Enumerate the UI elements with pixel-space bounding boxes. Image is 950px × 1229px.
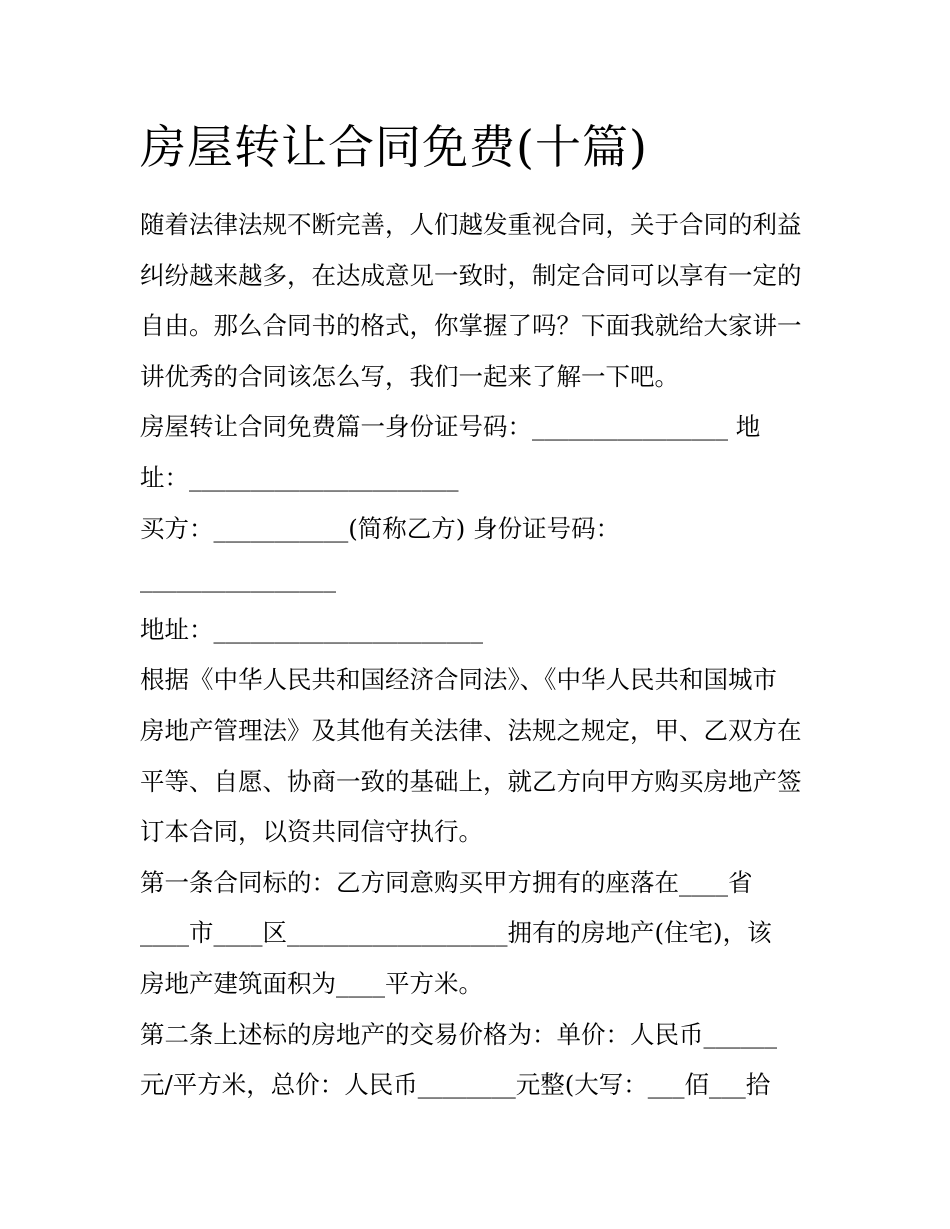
body-line: 地址：______________________ (140, 614, 483, 644)
body-line: 订本合同，以资共同信守执行。 (140, 817, 483, 847)
body-line: ________________ (140, 564, 336, 594)
body-line: 买方：___________(简称乙方) 身份证号码： (140, 513, 621, 543)
body-line: 平等、自愿、协商一致的基础上，就乙方向甲方购买房地产签 (140, 766, 802, 796)
body-line: 根据《中华人民共和国经济合同法》、《中华人民共和国城市 (140, 665, 777, 695)
body-line: 自由。那么合同书的格式，你掌握了吗？下面我就给大家讲一 (140, 311, 802, 341)
document-title: 房屋转让合同免费(十篇) (140, 120, 648, 174)
body-line: 纠纷越来越多，在达成意见一致时，制定合同可以享有一定的 (140, 260, 802, 290)
body-line: 元/平方米，总价：人民币________元整(大写：___佰___拾 (140, 1070, 771, 1100)
body-line: 讲优秀的合同该怎么写，我们一起来了解一下吧。 (140, 361, 679, 391)
body-line: 房屋转让合同免费篇一身份证号码：________________ 地 (140, 412, 761, 442)
body-line: ____市____区__________________拥有的房地产(住宅)，该 (140, 918, 772, 948)
body-line: 址：______________________ (140, 462, 459, 492)
body-line: 第二条上述标的房地产的交易价格为：单价：人民币______ (140, 1019, 777, 1049)
body-line: 房地产管理法》及其他有关法律、法规之规定，甲、乙双方在 (140, 715, 802, 745)
body-line: 随着法律法规不断完善，人们越发重视合同，关于合同的利益 (140, 210, 802, 239)
body-line: 第一条合同标的：乙方同意购买甲方拥有的座落在____省 (140, 867, 753, 897)
body-line: 房地产建筑面积为____平方米。 (140, 968, 483, 998)
document-body (140, 200, 820, 1111)
